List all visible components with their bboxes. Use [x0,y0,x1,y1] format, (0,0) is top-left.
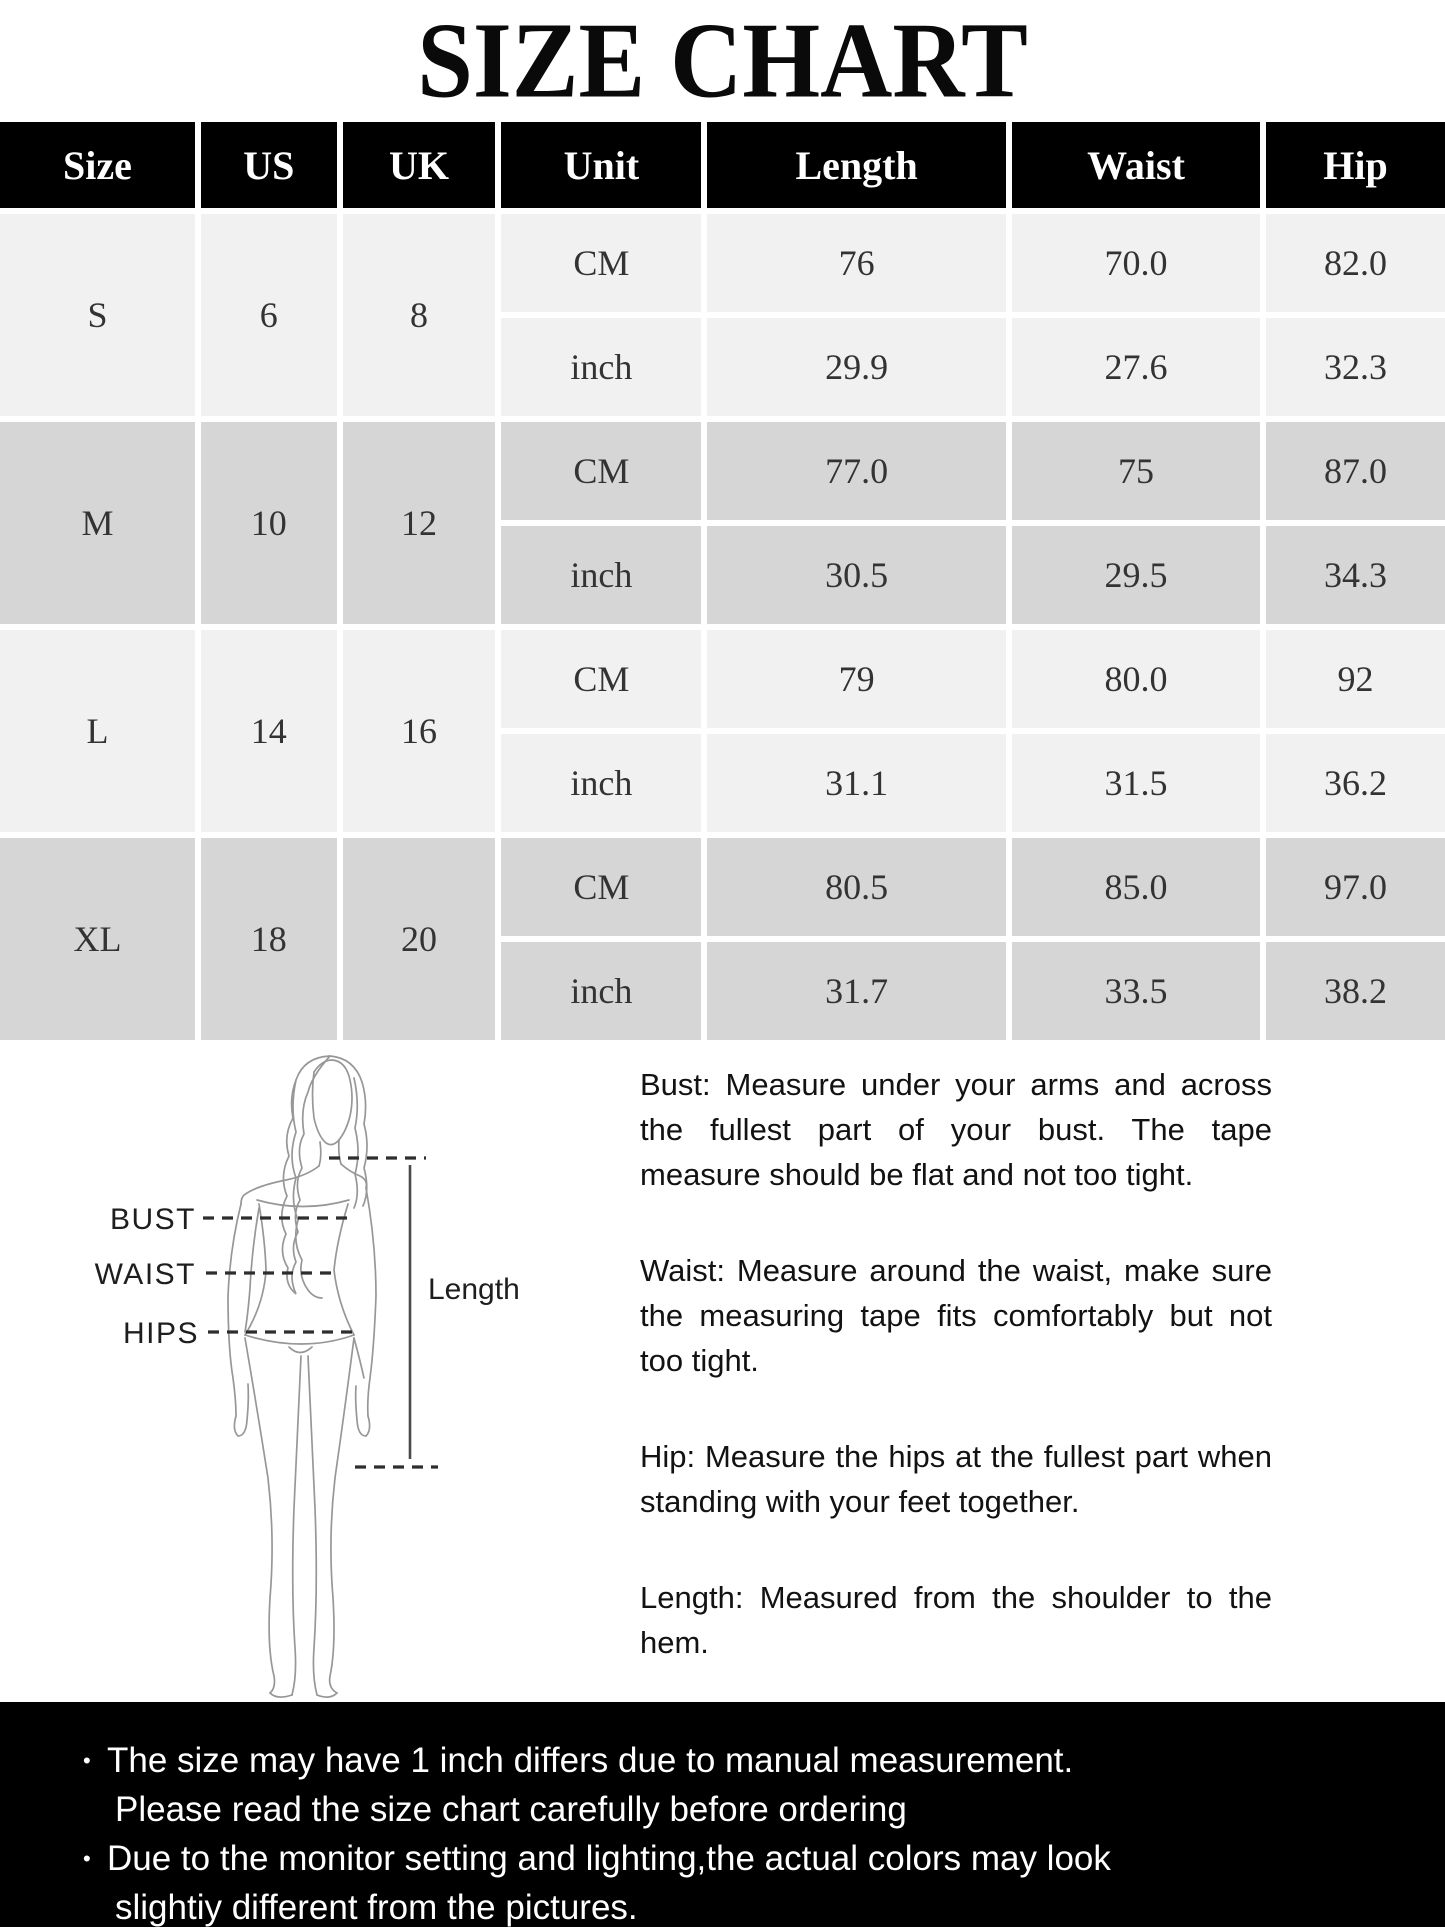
measure-guide-section [0,1040,1445,1702]
waist-inch-cell: 33.5 [1012,942,1260,1040]
length-inch-cell: 30.5 [707,526,1005,624]
column-header-waist: Waist [1012,122,1260,208]
hip-inch-cell: 32.3 [1266,318,1445,416]
unit-cell: inch [501,526,701,624]
page-title: SIZE CHART [417,0,1028,121]
size-chart-table [0,122,1445,1040]
us-cell: 10 [201,422,337,624]
uk-cell: 20 [343,838,496,1040]
hips-label: HIPS [122,1317,199,1350]
unit-cell: inch [501,318,701,416]
hip-note: Hip: Measure the hips at the fullest part when standing with your feet together. [640,1439,1272,1519]
us-cell: 14 [201,630,337,832]
hip-cm-cell: 97.0 [1266,838,1445,936]
length-cm-cell: 79 [707,630,1005,728]
column-header-unit: Unit [501,122,701,208]
unit-cell: CM [501,838,701,936]
hip-cm-cell: 82.0 [1266,214,1445,312]
hip-inch-cell: 38.2 [1266,942,1445,1040]
hip-cm-cell: 87.0 [1266,422,1445,520]
footer-note-line: • The size may have 1 inch differs due to manual measurement. [107,1741,1074,1780]
footer-note-line: Please read the size chart carefully before ordering [115,1790,907,1829]
size-cell: XL [0,838,195,1040]
waist-inch-cell: 27.6 [1012,318,1260,416]
unit-cell: CM [501,422,701,520]
waist-cm-cell: 80.0 [1012,630,1260,728]
unit-cell: CM [501,214,701,312]
waist-inch-cell: 31.5 [1012,734,1260,832]
waist-cm-cell: 70.0 [1012,214,1260,312]
female-figure-diagram [56,1048,616,1698]
waist-cm-cell: 75 [1012,422,1260,520]
column-header-us: US [201,122,337,208]
measurement-notes [640,1048,1272,1702]
footer-notes-list [80,1736,1375,1932]
hip-cm-cell: 92 [1266,630,1445,728]
footer-note [80,1736,1375,1834]
waist-label: WAIST [94,1258,196,1291]
us-cell: 18 [201,838,337,1040]
uk-cell: 8 [343,214,496,416]
column-header-hip: Hip [1266,122,1445,208]
bust-note: Bust: Measure under your arms and across the fullest part of your bust. The tape measure should be flat and not too tight. [640,1067,1272,1192]
body-measurement-diagram [56,1048,616,1702]
unit-cell: CM [501,630,701,728]
footer-note-line: • Due to the monitor setting and lighting,the actual colors may look [107,1839,1111,1878]
footer-disclaimer [0,1702,1445,1927]
length-cm-cell: 80.5 [707,838,1005,936]
us-cell: 6 [201,214,337,416]
uk-cell: 12 [343,422,496,624]
column-header-size: Size [0,122,195,208]
size-cell: L [0,630,195,832]
size-cell: M [0,422,195,624]
waist-note: Waist: Measure around the waist, make sure the measuring tape fits comfortably but not too tight. [640,1253,1272,1378]
waist-inch-cell: 29.5 [1012,526,1260,624]
uk-cell: 16 [343,630,496,832]
length-inch-cell: 31.7 [707,942,1005,1040]
length-note: Length: Measured from the shoulder to the hem. [640,1580,1272,1660]
unit-cell: inch [501,942,701,1040]
footer-note-line: slightiy different from the pictures. [115,1888,638,1927]
column-header-uk: UK [343,122,496,208]
figure-outline [228,1056,376,1697]
length-inch-cell: 31.1 [707,734,1005,832]
unit-cell: inch [501,734,701,832]
measurement-lines [203,1158,438,1467]
length-cm-cell: 76 [707,214,1005,312]
waist-cm-cell: 85.0 [1012,838,1260,936]
length-inch-cell: 29.9 [707,318,1005,416]
size-cell: S [0,214,195,416]
bust-label: BUST [109,1203,196,1236]
footer-note [80,1834,1375,1932]
column-header-length: Length [707,122,1005,208]
length-cm-cell: 77.0 [707,422,1005,520]
hip-inch-cell: 36.2 [1266,734,1445,832]
length-label: Length [428,1273,520,1306]
title-bar [0,0,1445,122]
hip-inch-cell: 34.3 [1266,526,1445,624]
